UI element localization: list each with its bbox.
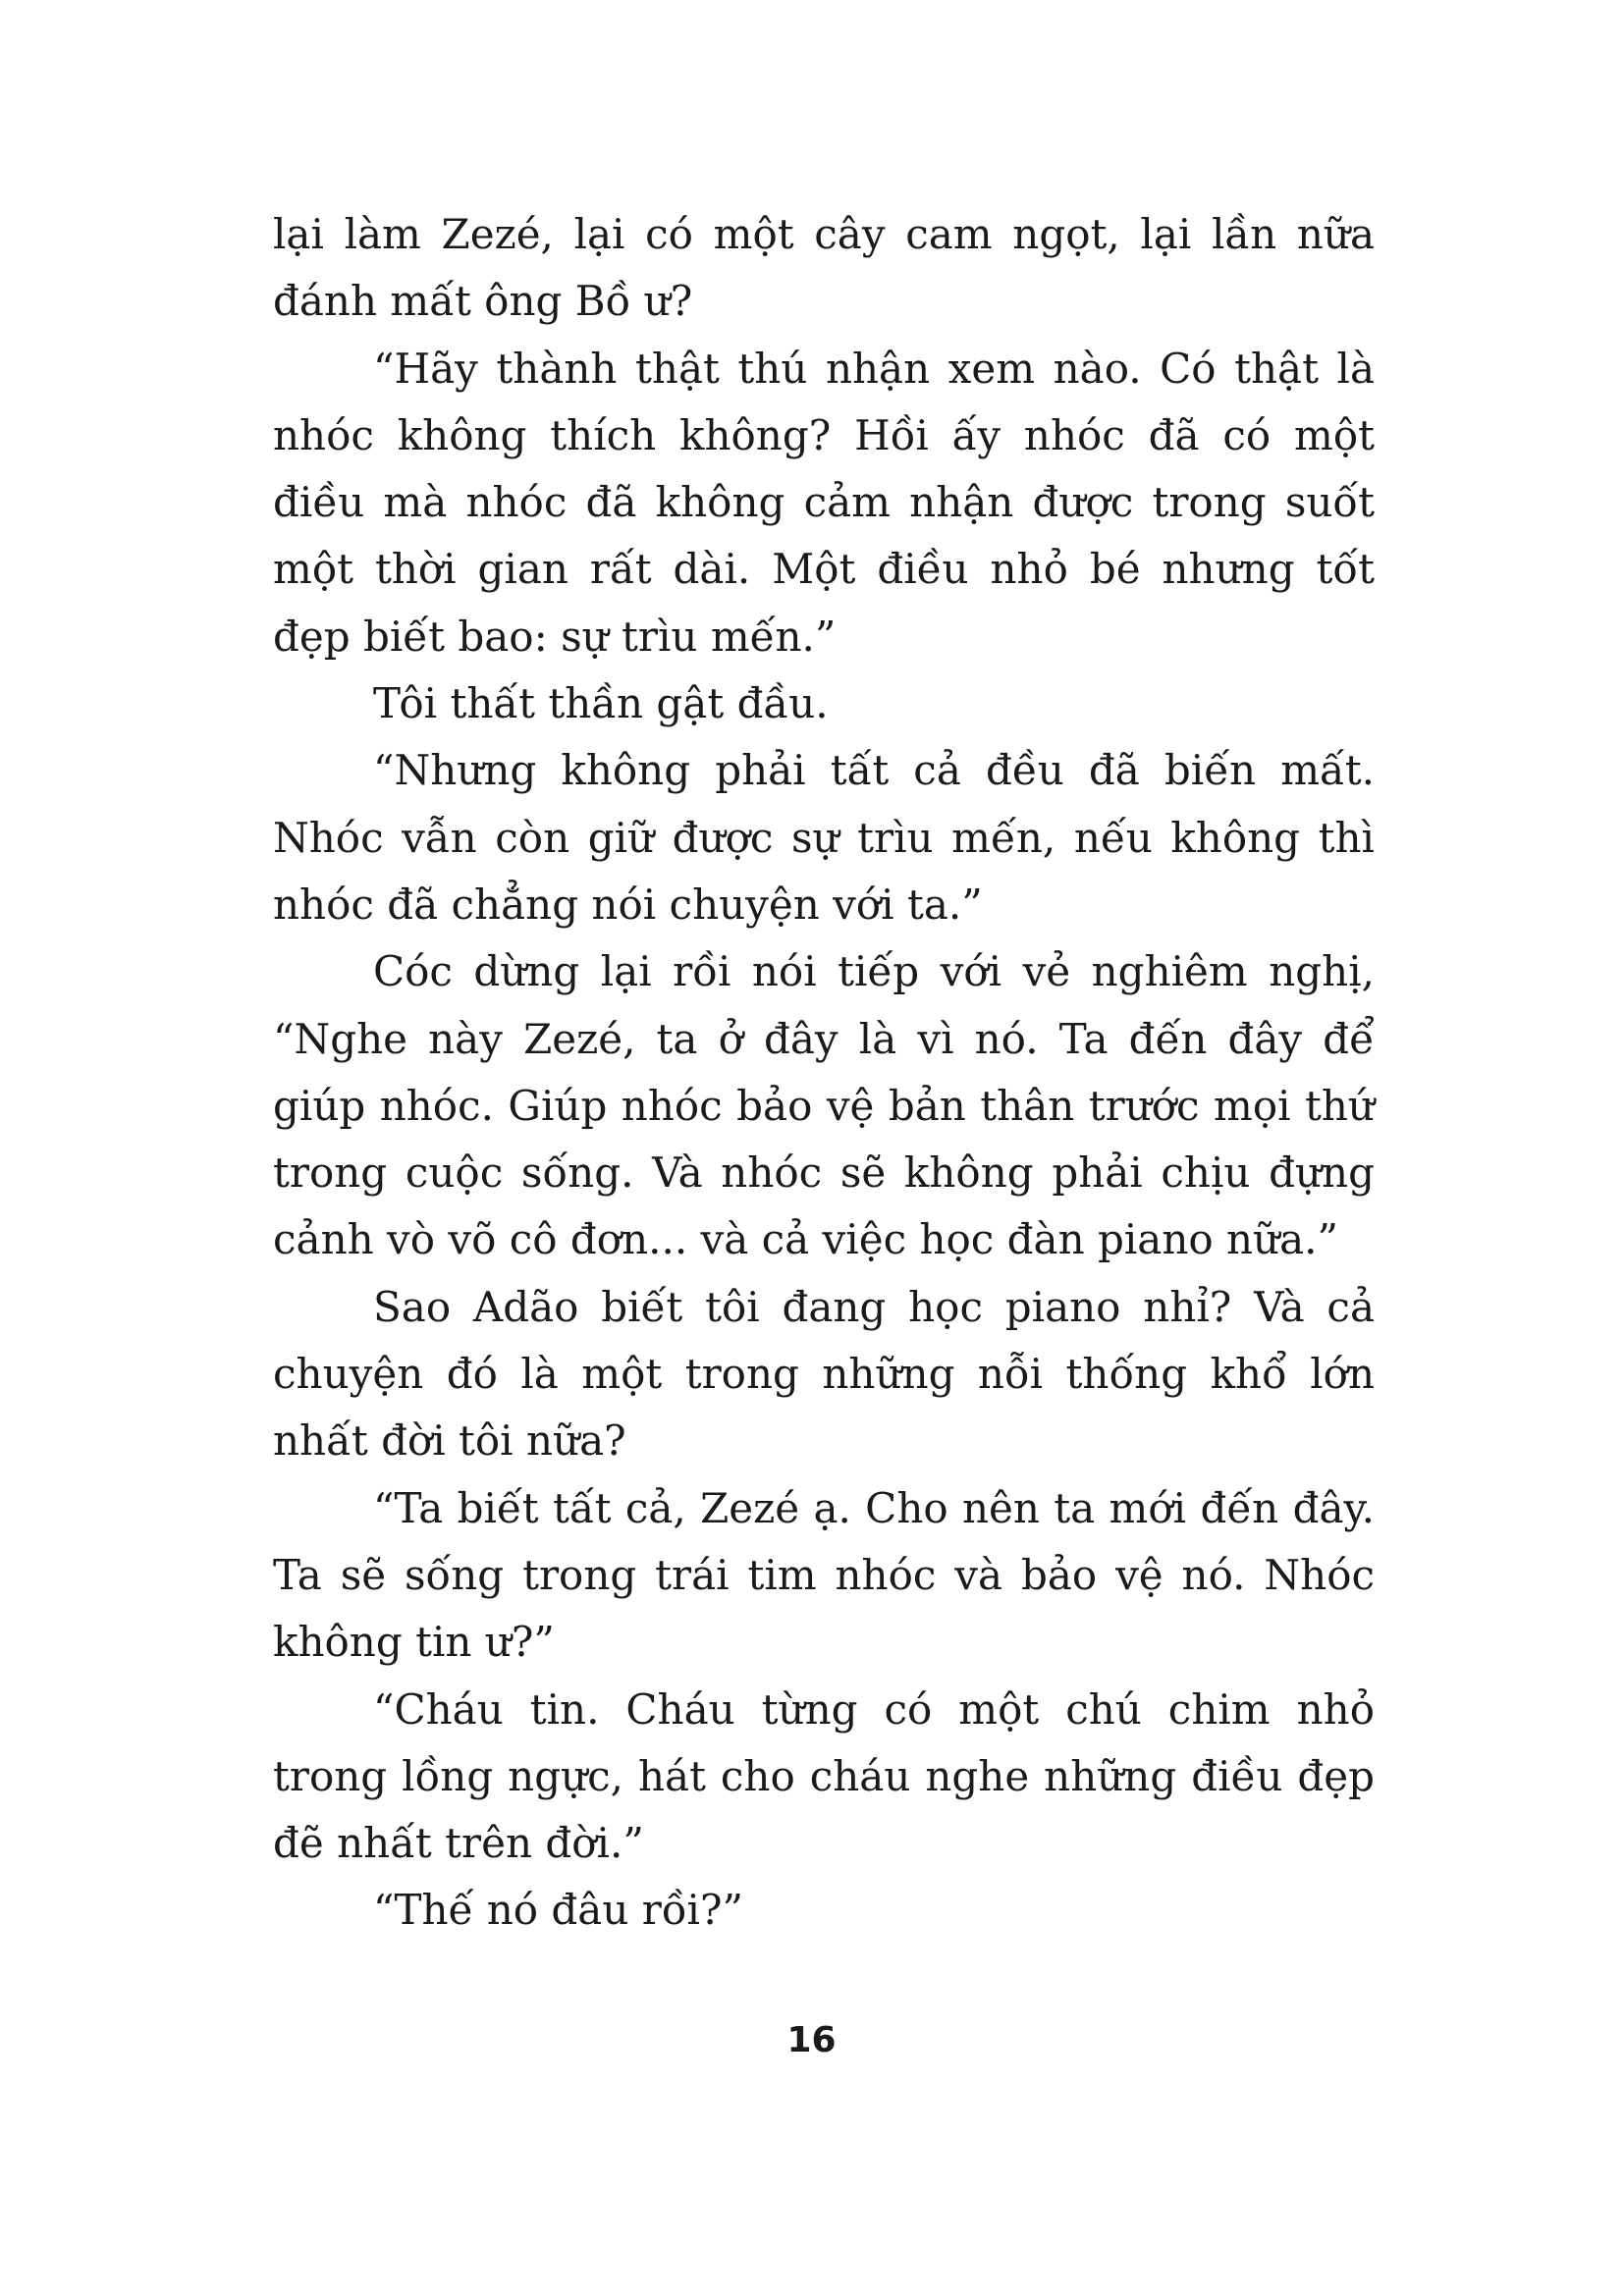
page-number: 16 [786,2020,837,2060]
paragraph: “Cháu tin. Cháu từng có một chú chim nhỏ trong lồng ngực, hát cho cháu nghe những điều đẹp đẽ nhất trên đời.” [273,1684,1375,1868]
paragraph: lại làm Zezé, lại có một cây cam ngọt, lại lần nữa đánh mất ông Bồ ư? [273,210,1375,326]
body-text [273,201,1375,1945]
paragraph: “Thế nó đâu rồi?” [373,1886,743,1935]
paragraph: “Nhưng không phải tất cả đều đã biến mất. Nhóc vẫn còn giữ được sự trìu mến, nếu không thì nhóc đã chẳng nói chuyện với ta.” [273,746,1375,929]
paragraph: Sao Adão biết tôi đang học piano nhỉ? Và cả chuyện đó là một trong những nỗi thống khổ lớn nhất đời tôi nữa? [273,1282,1375,1466]
paragraph: Cóc dừng lại rồi nói tiếp với vẻ nghiêm nghị, “Nghe này Zezé, ta ở đây là vì nó. Ta đến đây để giúp nhóc. Giúp nhóc bảo vệ bản thân trước mọi thứ trong cuộc sống. Và nhóc sẽ không phải chịu đựng cảnh vò võ cô đơn... và cả việc học đàn piano nữa.” [273,947,1375,1264]
paragraph: Tôi thất thần gật đầu. [373,679,829,728]
paragraph: “Hãy thành thật thú nhận xem nào. Có thật là nhóc không thích không? Hồi ấy nhóc đã có một điều mà nhóc đã không cảm nhận được trong suốt một thời gian rất dài. Một điều nhỏ bé nhưng tốt đẹp biết bao: sự trìu mến.” [273,344,1375,661]
paragraph: “Ta biết tất cả, Zezé ạ. Cho nên ta mới đến đây. Ta sẽ sống trong trái tim nhóc và bảo vệ nó. Nhóc không tin ư?” [273,1483,1375,1667]
